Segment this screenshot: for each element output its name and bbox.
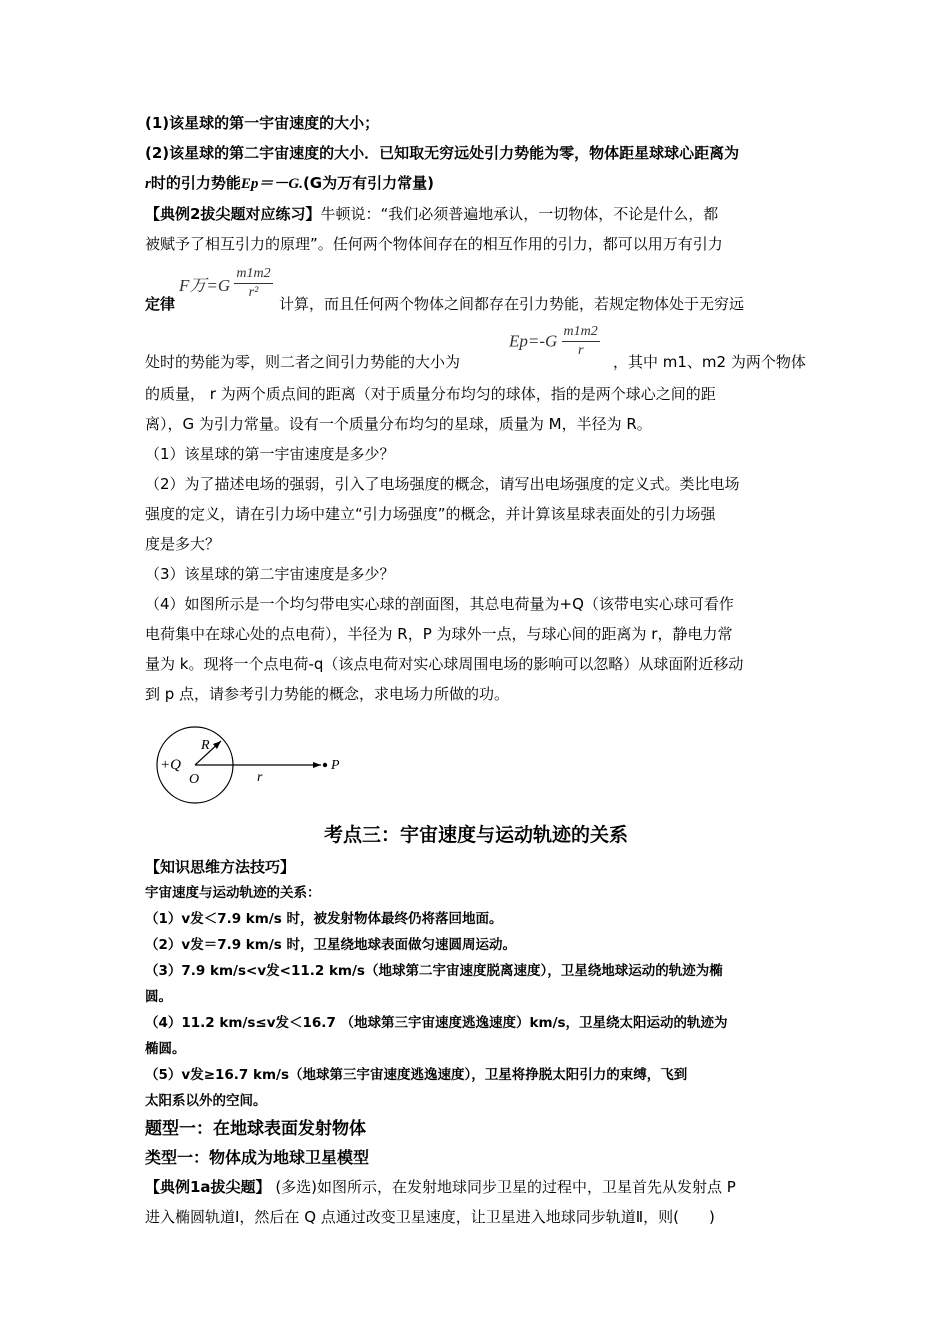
label-center: O bbox=[189, 772, 200, 787]
example2-l1: 牛顿说：“我们必须普遍地承认，一切物体，不论是什么，都 bbox=[320, 205, 719, 223]
example2-line1 bbox=[145, 199, 807, 229]
section3-title: 考点三：宇宙速度与运动轨迹的关系 bbox=[323, 824, 628, 846]
formula-line-2 bbox=[145, 321, 807, 379]
gravity-formula bbox=[179, 265, 273, 302]
ep-fraction bbox=[562, 323, 600, 360]
skill-item-3-l2: 圆。 bbox=[145, 989, 172, 1005]
type1-heading: 题型一：在地球表面发射物体 bbox=[145, 1119, 366, 1139]
skill-item-2: （2）v发＝7.9 km/s 时，卫星绕地球表面做匀速圆周运动。 bbox=[145, 937, 517, 953]
sub-q2-l1: （2）为了描述电场的强弱，引入了电场强度的概念，请写出电场强度的定义式。类比电场 bbox=[145, 475, 740, 493]
sphere-diagram bbox=[153, 725, 393, 830]
q2-text: 时的引力势能 bbox=[150, 174, 241, 192]
example2-l6: 离），G 为引力常量。设有一个质量分布均匀的星球，质量为 M，半径为 R。 bbox=[145, 415, 652, 433]
ep-denominator: r bbox=[577, 343, 584, 358]
law-suffix: 计算，而且任何两个物体之间都存在引力势能，若规定物体处于无穷远 bbox=[279, 295, 745, 313]
skill-item-3-l1: （3）7.9 km/s<v发<11.2 km/s（地球第二宇宙速度脱离速度），卫星绕地球运动的轨迹为椭 bbox=[145, 963, 723, 979]
example2-tag: 【典例2拔尖题对应练习】 bbox=[145, 205, 321, 223]
example1a-l1: (多选)如图所示，在发射地球同步卫星的过程中，卫星首先从发射点 P bbox=[270, 1178, 736, 1196]
part1-q1: (1)该星球的第一宇宙速度的大小； bbox=[145, 114, 380, 132]
sub-q3: （3）该星球的第二宇宙速度是多少？ bbox=[145, 565, 395, 583]
part1-q2-line2 bbox=[145, 168, 807, 199]
ep-formula-block bbox=[509, 323, 600, 360]
document-page bbox=[145, 108, 807, 1232]
formula-line-1 bbox=[145, 259, 807, 321]
label-charge: +Q bbox=[160, 757, 181, 773]
example1a-tag: 【典例1a拔尖题】 bbox=[145, 1178, 271, 1196]
gravity-numerator: m1m2 bbox=[234, 265, 272, 284]
label-radius: R bbox=[201, 738, 210, 753]
gravity-formula-lhs: F万=G bbox=[179, 276, 231, 295]
skill-tag: 【知识思维方法技巧】 bbox=[145, 858, 296, 876]
point-p bbox=[323, 763, 327, 767]
sub-q4-l2: 电荷集中在球心处的点电荷），半径为 R，P 为球外一点，与球心间的距离为 r，静电力常 bbox=[145, 625, 733, 643]
kind1-heading: 类型一：物体成为地球卫星模型 bbox=[145, 1148, 370, 1167]
ep-prefix: 处时的势能为零，则二者之间引力势能的大小为 bbox=[145, 353, 461, 371]
sub-q1: （1）该星球的第一宇宙速度是多少？ bbox=[145, 445, 395, 463]
skill-item-5-l1: （5）v发≥16.7 km/s（地球第三宇宙速度逃逸速度），卫星将挣脱太阳引力的束缚，飞到 bbox=[145, 1067, 688, 1083]
skill-item-5-l2: 太阳系以外的空间。 bbox=[145, 1093, 267, 1109]
sub-q4-l4: 到 p 点，请参考引力势能的概念，求电场力所做的功。 bbox=[145, 685, 510, 703]
skill-intro: 宇宙速度与运动轨迹的关系： bbox=[145, 885, 321, 901]
sub-q4-l1: （4）如图所示是一个均匀带电实心球的剖面图，其总电荷量为+Q（该带电实心球可看作 bbox=[145, 595, 734, 613]
ep-formula-lhs: Ep=-G bbox=[509, 331, 558, 351]
label-distance: r bbox=[257, 770, 263, 785]
example2-l2: 被赋予了相互引力的原理”。任何两个物体间存在的相互作用的引力，都可以用万有引力 bbox=[145, 235, 723, 253]
skill-item-4-l2: 椭圆。 bbox=[145, 1041, 186, 1057]
var-r: r bbox=[145, 176, 151, 192]
sub-q2-l2: 强度的定义，请在引力场中建立“引力场强度”的概念，并计算该星球表面处的引力场强 bbox=[145, 505, 716, 523]
sub-q2-l3: 度是多大？ bbox=[145, 535, 221, 553]
ep-suffix: ，其中 m1、m2 为两个物体 bbox=[613, 353, 806, 371]
part1-q2-line1: (2)该星球的第二宇宙速度的大小．已知取无穷远处引力势能为零，物体距星球球心距离为 bbox=[145, 144, 740, 162]
gravity-denominator: r² bbox=[248, 285, 259, 300]
q2-tail: (G为万有引力常量) bbox=[302, 174, 434, 192]
charged-sphere-figure bbox=[145, 709, 807, 814]
example2-line2 bbox=[145, 229, 807, 259]
law-prefix: 定律 bbox=[145, 295, 176, 313]
ep-numerator: m1m2 bbox=[562, 323, 600, 342]
example2-l5: 的质量， r 为两个质点间的距离（对于质量分布均匀的球体，指的是两个球心之间的距 bbox=[145, 385, 716, 403]
example1a-line2: 进入椭圆轨道Ⅰ，然后在 Q 点通过改变卫星速度，让卫星进入地球同步轨道Ⅱ，则( ) bbox=[145, 1208, 715, 1226]
sub-q4-l3: 量为 k。现将一个点电荷-q（该点电荷对实心球周围电场的影响可以忽略）从球面附近移动 bbox=[145, 655, 744, 673]
ep-formula: Ep＝－G. bbox=[240, 176, 303, 192]
example1a-line1 bbox=[145, 1172, 807, 1202]
distance-arrowhead bbox=[313, 762, 321, 768]
gravity-fraction bbox=[234, 265, 272, 302]
skill-item-4-l1: （4）11.2 km/s≤v发＜16.7 （地球第三宇宙速度逃逸速度）km/s，卫星绕太阳运动的轨迹为 bbox=[145, 1015, 728, 1031]
label-point: P bbox=[331, 758, 340, 773]
skill-item-1: （1）v发＜7.9 km/s 时，被发射物体最终仍将落回地面。 bbox=[145, 911, 503, 927]
